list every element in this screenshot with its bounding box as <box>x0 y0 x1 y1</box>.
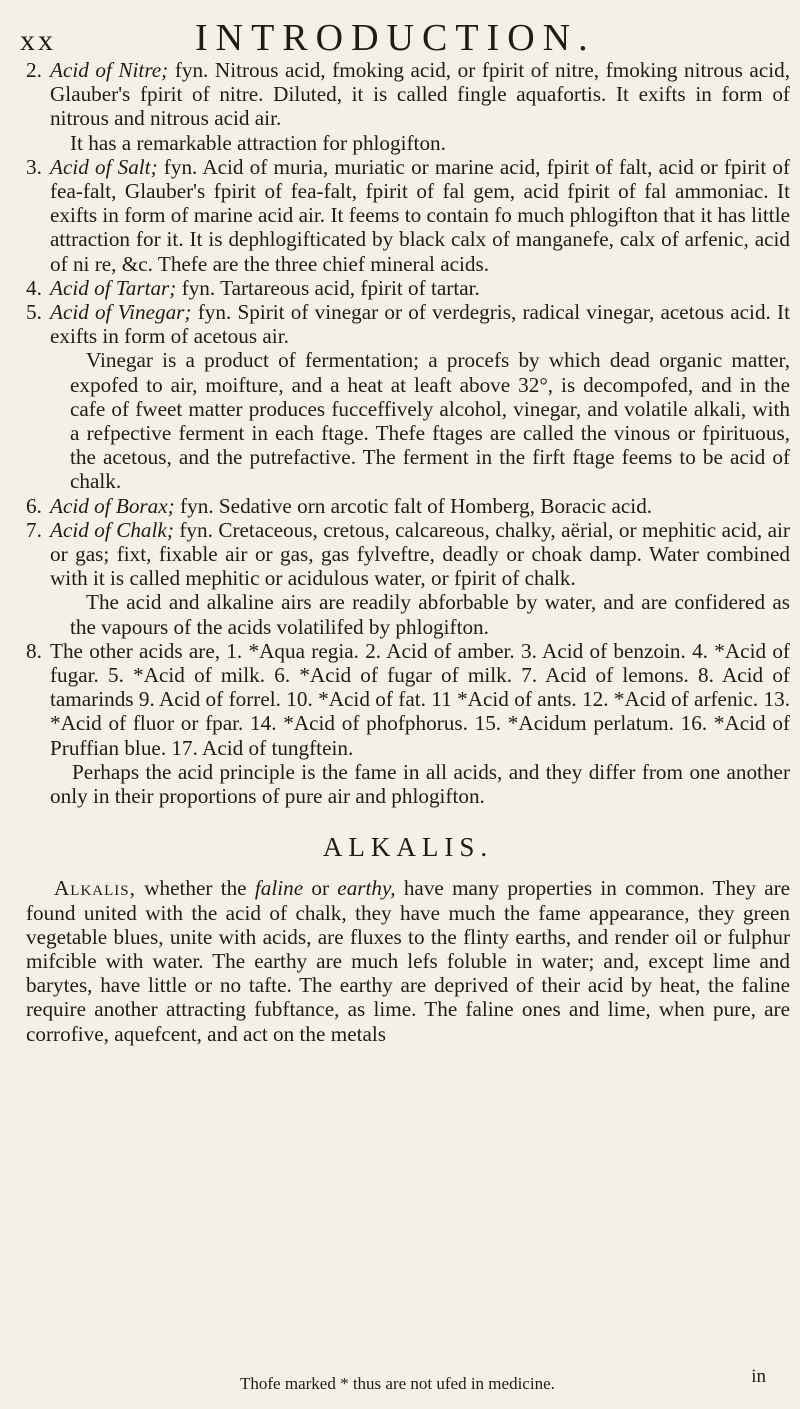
entry-number: 2. <box>26 58 42 82</box>
entry-acid-of-nitre <box>26 58 790 131</box>
entry-number: 5. <box>26 300 42 325</box>
entry-name: Acid of Nitre; <box>50 58 169 82</box>
page-title: INTRODUCTION. <box>195 17 596 59</box>
entry-acid-of-vinegar <box>26 300 790 348</box>
entry-text: fyn. Acid of muria, muriatic or marine acid, fpirit of falt, acid or fpirit of fea-falt, Glauber's fpirit of fea-falt, fpirit of fal gem, acid fpirit of fal ammoniac. It exifts in form of marine acid air. It feems to contain fo much phlogifton that it has little attraction for it. It is dephlogifticated by black calx of manganefe, calx of arfenic, acid of ni re, &c. Thefe are the three chief mineral acids. <box>50 154 791 276</box>
entry-text: fyn. Tartareous acid, fpirit of tartar. <box>181 275 480 300</box>
alkalis-text: or <box>311 876 330 901</box>
closing-paragraph: Perhaps the acid principle is the fame in all acids, and they differ from one another only in their proportions of pure air and phlogifton. <box>50 759 790 809</box>
entry-acid-of-chalk <box>26 518 790 591</box>
entry-other-acids <box>26 639 790 760</box>
entry-note: The acid and alkaline airs are readily abforbable by water, and are confidered as the vapours of the acids volatilifed by phlogifton. <box>70 590 790 639</box>
entry-note: Vinegar is a product of fermentation; a procefs by which dead organic matter, expofed to air, moifture, and a heat at leaft above 32°, is decompofed, and in the cafe of fweet matter produces fucceffively alcohol, vinegar, and volatile alkali, with a refpective ferment in each ftage. Thefe ftages are called the vinous or fpirituous, the acetous, and the putrefactive. The ferment in the firft ftage feems to be acid of chalk. <box>70 348 790 494</box>
alkalis-term-saline: faline <box>254 876 304 901</box>
entry-number: 3. <box>26 154 42 179</box>
entry-number: 4. <box>26 275 42 300</box>
entry-acid-of-salt <box>26 155 790 276</box>
alkalis-text: whether the <box>144 876 247 901</box>
entry-acid-of-borax <box>26 494 790 518</box>
entry-name: Acid of Vinegar; <box>50 300 192 325</box>
entry-name: Acid of Chalk; <box>50 517 174 542</box>
entry-number: 7. <box>26 517 42 542</box>
entry-text: fyn. Cretaceous, cretous, calcareous, chalky, aërial, or mephitic acid, air or gas; fixt, fixable air or gas, gas fylveftre, deadly or choak damp. Water combined with it is called mephitic or acidulous water, or fpirit of chalk. <box>50 517 790 591</box>
alkalis-paragraph <box>26 876 790 1045</box>
section-heading-alkalis: ALKALIS. <box>322 832 494 863</box>
alkalis-lead: Alkalis, <box>54 876 136 901</box>
running-head <box>0 10 800 59</box>
entry-name: Acid of Borax; <box>50 493 175 518</box>
footnote: Thofe marked * thus are not ufed in medicine. <box>240 1374 555 1393</box>
alkalis-text: have many properties in common. They are found united with the acid of chalk, they have much the fame appearance, they green vegetable blues, unite with acids, are fluxes to the flinty earths, and render oil or fulphur mifcible with water. The earthy are much lefs foluble in water; and, except lime and barytes, have little or no tafte. The earthy are deprived of their acid by heat, the faline require another attracting fubftance, as lime. The faline ones and lime, when pure, are corrofive, aquefcent, and act on the metals <box>26 876 791 1046</box>
entry-number: 6. <box>26 493 42 518</box>
entry-text: fyn. Nitrous acid, fmoking acid, or fpirit of nitre, fmoking nitrous acid, Glauber's fpirit of nitre. Diluted, it is called fingle aquafortis. It exifts in form of nitrous and nitrous acid air. <box>50 58 790 131</box>
page-number: xx <box>20 24 56 57</box>
body-text <box>26 58 790 1046</box>
entry-acid-of-tartar <box>26 276 790 300</box>
entry-number: 8. <box>26 638 42 663</box>
entry-note: It has a remarkable attraction for phlogifton. <box>70 130 446 155</box>
entry-name: Acid of Tartar; <box>50 275 177 300</box>
entry-text: fyn. Sedative orn arcotic falt of Homberg, Boracic acid. <box>180 493 653 518</box>
entry-text: The other acids are, 1. *Aqua regia. 2. Acid of amber. 3. Acid of benzoin. 4. *Acid of fugar. 5. *Acid of milk. 6. *Acid of fugar of milk. 7. Acid of lemons. 8. Acid of tamarinds 9. Acid of forrel. 10. *Acid of fat. 11 *Acid of ants. 12. *Acid of arfenic. 13. *Acid of fluor or fpar. 14. *Acid of phofphorus. 15. *Acidum perlatum. 16. *Acid of Pruffian blue. 17. Acid of tungftein. <box>50 638 790 760</box>
catchword: in <box>751 1366 766 1387</box>
alkalis-term-earthy: earthy, <box>337 876 396 901</box>
entry-name: Acid of Salt; <box>50 154 158 179</box>
entry-text: fyn. Spirit of vinegar or of verdegris, radical vinegar, acetous acid. It exifts in form of acetous air. <box>50 300 790 349</box>
